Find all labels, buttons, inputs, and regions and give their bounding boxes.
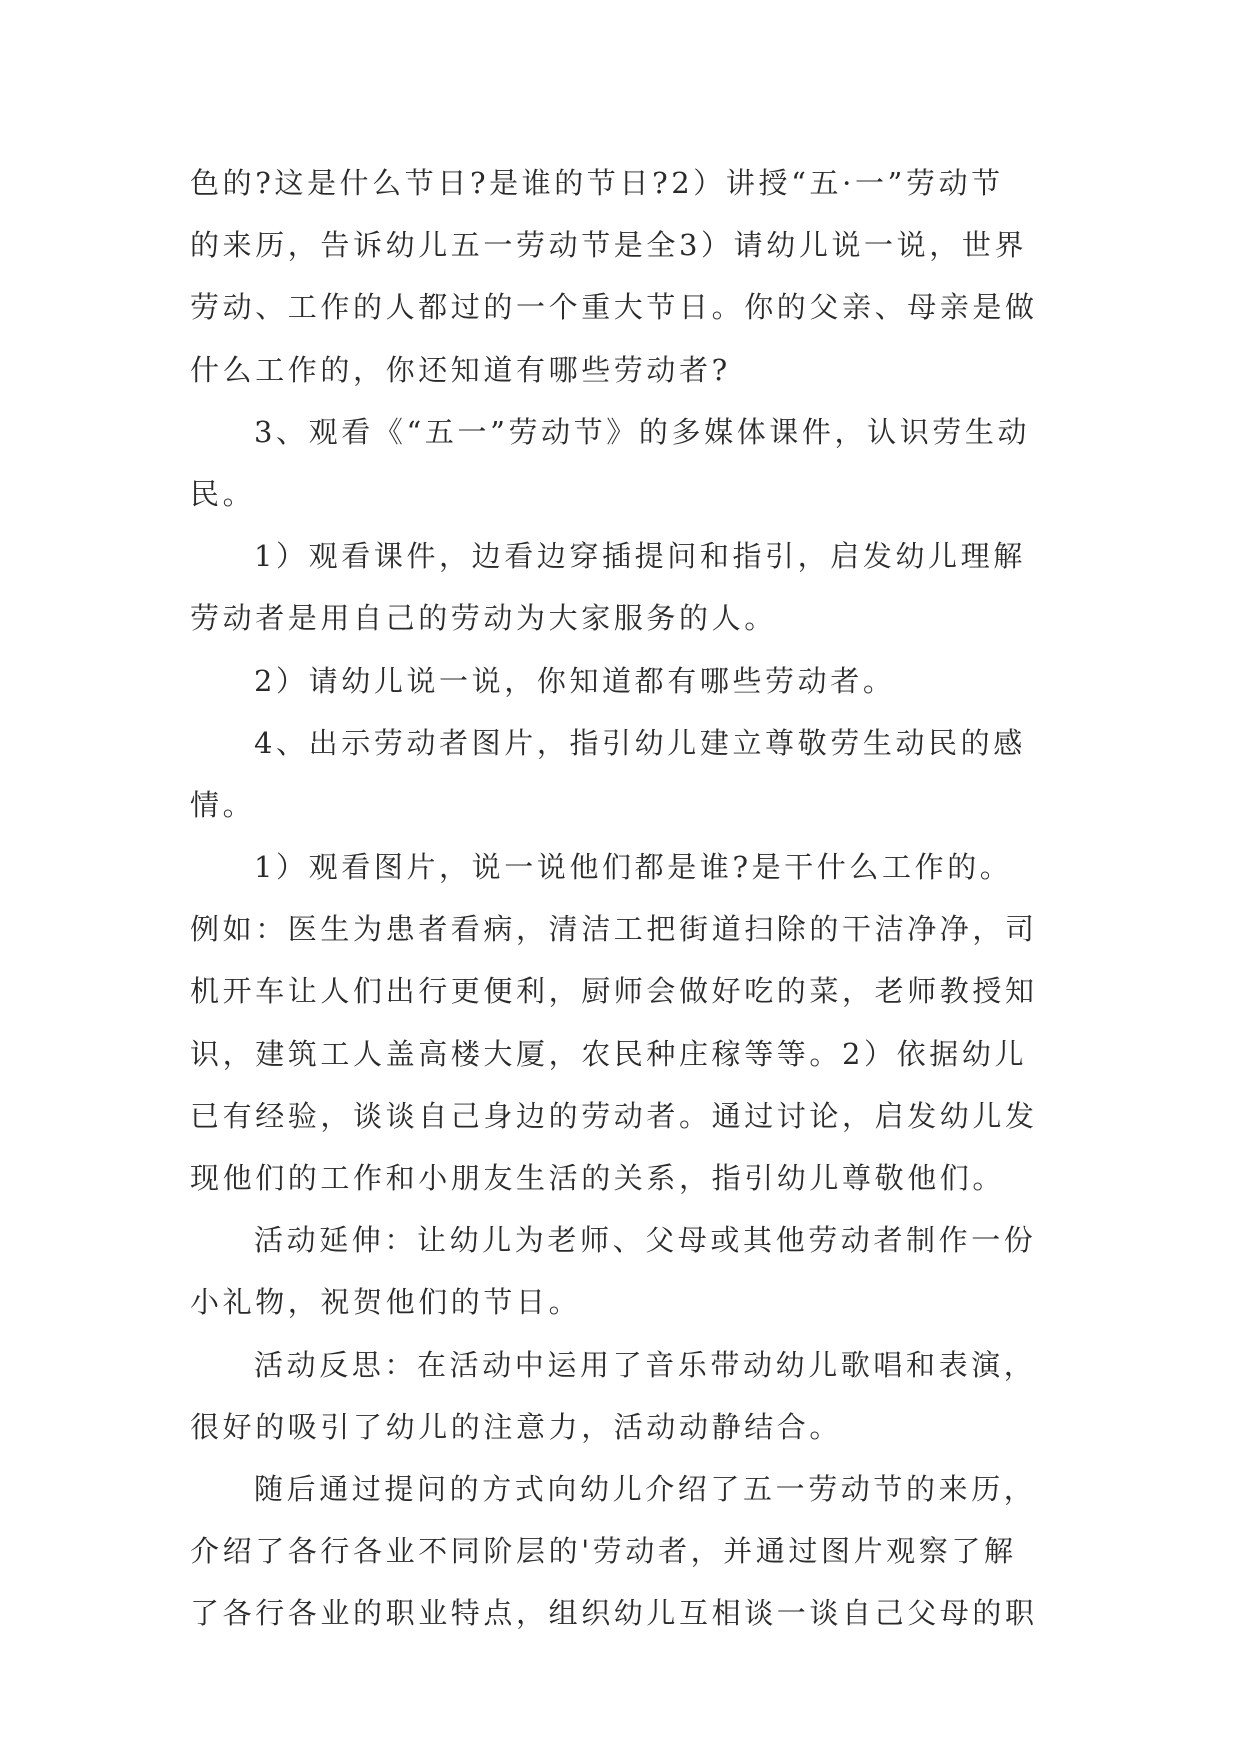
body-text: [190, 152, 1050, 1645]
text-line: 劳动、工作的人都过的一个重大节日。你的父亲、母亲是做: [190, 290, 1038, 325]
text-line: 现他们的工作和小朋友生活的关系，指引幼儿尊敬他们。: [190, 1161, 1006, 1195]
text-line: 活动延伸：让幼儿为老师、父母或其他劳动者制作一份: [254, 1223, 1037, 1258]
text-line: 很好的吸引了幼儿的注意力，活动动静结合。: [190, 1409, 843, 1444]
text-line: 识，建筑工人盖高楼大厦，农民种庄稼等等。2）依据幼儿: [190, 1036, 1028, 1071]
text-line: 随后通过提问的方式向幼儿介绍了五一劳动节的来历，: [254, 1471, 1037, 1506]
text-line: 劳动者是用自己的劳动为大家服务的人。: [190, 601, 777, 636]
text-line: 情。: [190, 787, 256, 822]
text-line: 民。: [190, 476, 256, 511]
text-line: 色的?这是什么节日?是谁的节日?2）讲授“五·一”劳动节: [190, 166, 1004, 200]
text-line: 活动反思：在活动中运用了音乐带动幼儿歌唱和表演，: [254, 1347, 1037, 1382]
text-line: 机开车让人们出行更便利，厨师会做好吃的菜，老师教授知: [190, 974, 1038, 1009]
text-line: 例如：医生为患者看病，清洁工把街道扫除的干洁净净，司: [190, 912, 1038, 947]
text-line: 4、出示劳动者图片，指引幼儿建立尊敬劳生动民的感: [254, 725, 1026, 760]
text-line: 已有经验，谈谈自己身边的劳动者。通过讨论，启发幼儿发: [190, 1098, 1038, 1133]
text-line: 3、观看《“五一”劳动节》的多媒体课件，认识劳生动: [254, 414, 1031, 449]
text-line: 1）观看课件，边看边穿插提问和指引，启发幼儿理解: [254, 539, 1026, 574]
text-line: 介绍了各行各业不同阶层的'劳动者，并通过图片观察了解: [190, 1534, 1017, 1569]
text-line: 1）观看图片，说一说他们都是谁?是干什么工作的。: [254, 850, 1013, 885]
text-line: 什么工作的，你还知道有哪些劳动者?: [190, 352, 731, 387]
text-line: 2）请幼儿说一说，你知道都有哪些劳动者。: [254, 663, 896, 698]
text-line: 的来历，告诉幼儿五一劳动节是全3）请幼儿说一说，世界: [190, 228, 1028, 263]
text-line: 了各行各业的职业特点，组织幼儿互相谈一谈自己父母的职: [190, 1596, 1038, 1631]
text-line: 小礼物，祝贺他们的节日。: [190, 1285, 582, 1320]
